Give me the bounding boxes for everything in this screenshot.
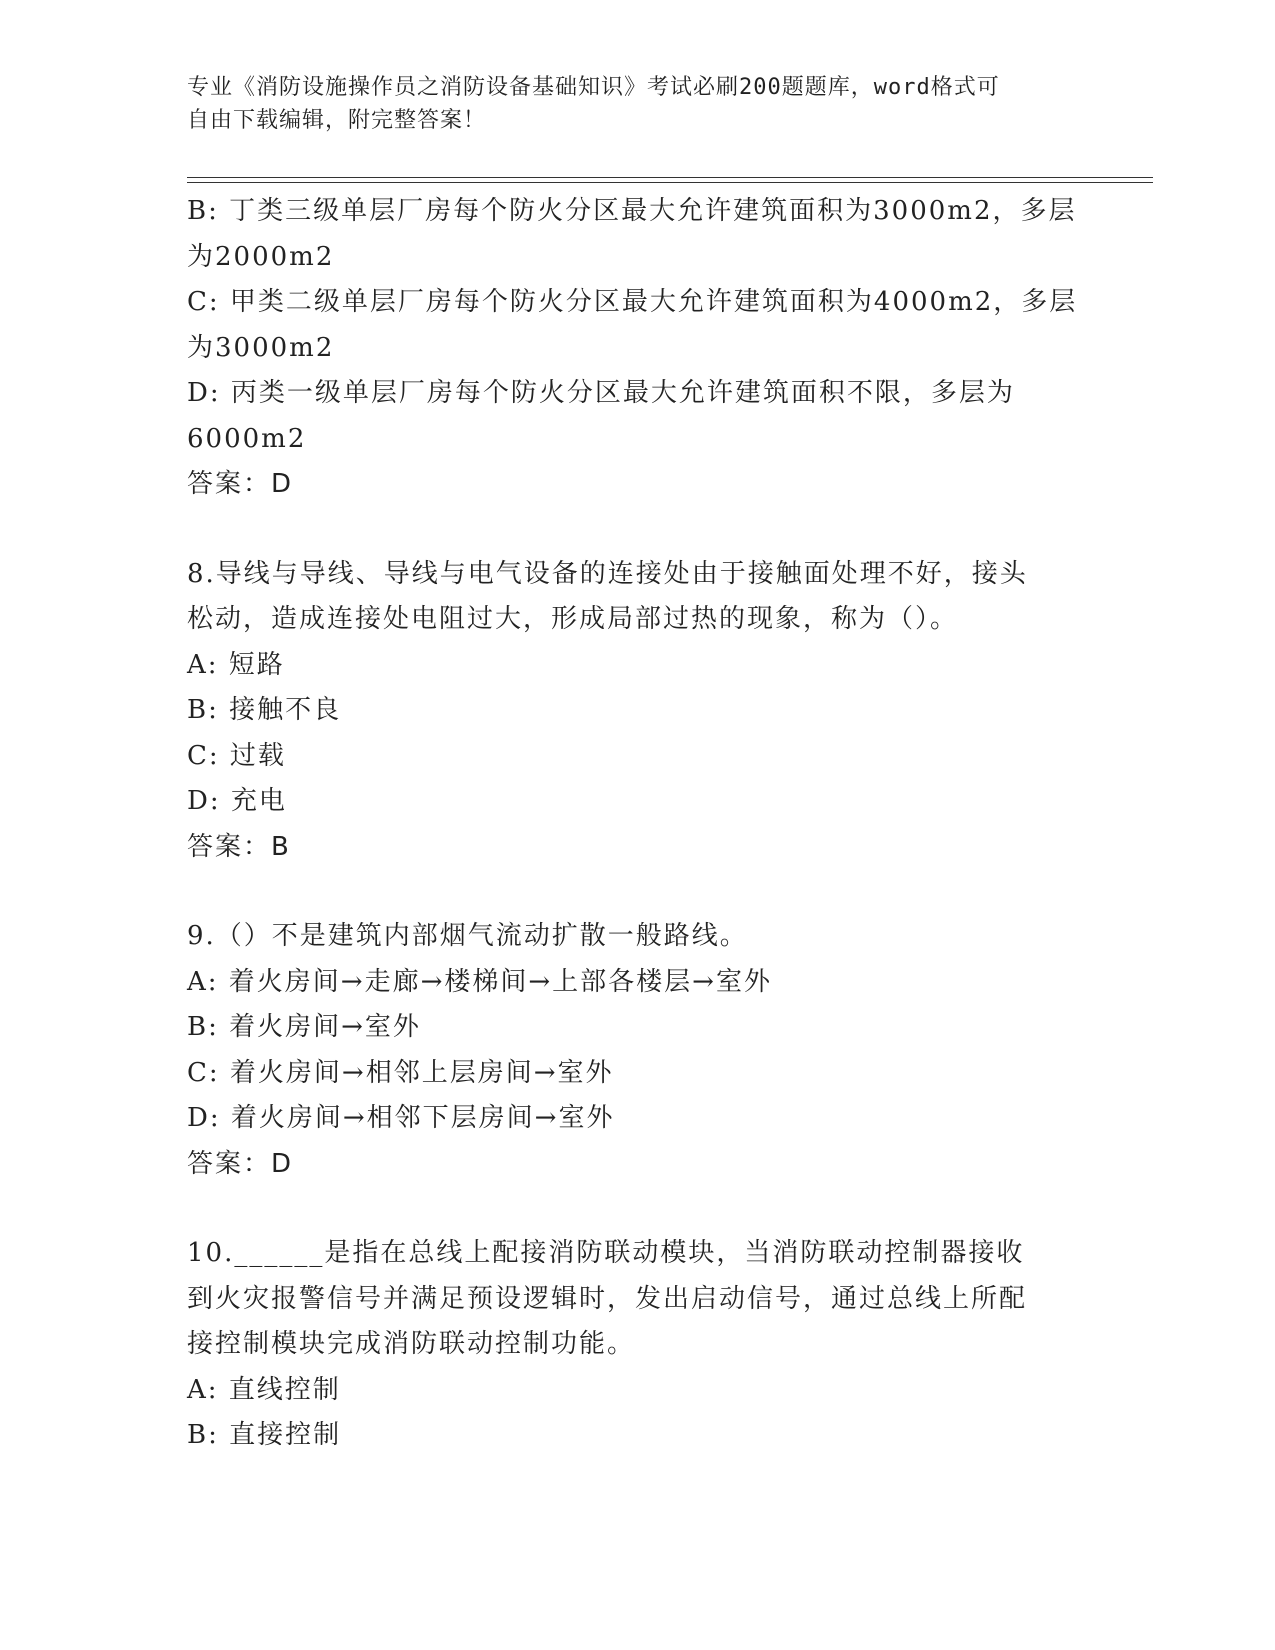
q10-option-b: B: 直接控制 [187, 1420, 342, 1450]
q9-stem-line-1: 9.（）不是建筑内部烟气流动扩散一般路线。 [187, 921, 748, 951]
q7-option-d-line-2: 6000m2 [187, 423, 307, 454]
q9-option-a: A: 着火房间→走廊→楼梯间→上部各楼层→室外 [187, 966, 772, 997]
q8-stem-line-2: 松动，造成连接处电阻过大，形成局部过热的现象，称为（）。 [187, 604, 959, 634]
q8-option-c: C: 过载 [187, 740, 286, 771]
page-header [187, 71, 1087, 137]
q9-answer: 答案：D [187, 1148, 294, 1179]
q8-stem-line-1: 8.导线与导线、导线与电气设备的连接处由于接触面处理不好，接头 [187, 558, 1028, 589]
question-7 [187, 189, 1087, 508]
q7-option-b-line-2: 为2000m2 [187, 241, 335, 272]
q8-option-d: D: 充电 [187, 786, 287, 816]
q7-option-b-line-1: B: 丁类三级单层厂房每个防火分区最大允许建筑面积为3000m2，多层 [187, 196, 1077, 226]
q7-option-c-line-2: 为3000m2 [187, 332, 335, 363]
q8-answer: 答案：B [187, 831, 291, 862]
q9-option-c: C: 着火房间→相邻上层房间→室外 [187, 1057, 614, 1088]
q10-stem-line-2: 到火灾报警信号并满足预设逻辑时，发出启动信号，通过总线上所配 [187, 1283, 1028, 1314]
q8-option-b: B: 接触不良 [187, 695, 342, 725]
q10-stem-line-1: 10.______是指在总线上配接消防联动模块，当消防联动控制器接收 [187, 1238, 1025, 1268]
q9-option-d: D: 着火房间→相邻下层房间→室外 [187, 1103, 615, 1133]
header-line-1: 专业《消防设施操作员之消防设备基础知识》考试必刷200题题库，word格式可 [187, 75, 1000, 100]
q10-stem-line-3: 接控制模块完成消防联动控制功能。 [187, 1329, 636, 1359]
spacer [187, 1187, 1087, 1231]
q10-option-a: A: 直线控制 [187, 1374, 341, 1405]
q7-answer: 答案：D [187, 469, 294, 499]
q8-option-a: A: 短路 [187, 649, 285, 680]
question-10 [187, 1231, 1087, 1459]
q7-option-d-line-1: D: 丙类一级单层厂房每个防火分区最大允许建筑面积不限，多层为 [187, 378, 1015, 408]
header-divider-thick [187, 177, 1153, 178]
header-divider-thin [187, 182, 1153, 183]
question-8 [187, 552, 1087, 871]
q7-option-c-line-1: C: 甲类二级单层厂房每个防火分区最大允许建筑面积为4000m2，多层 [187, 287, 1078, 317]
question-9 [187, 914, 1087, 1187]
header-line-2: 自由下载编辑，附完整答案！ [187, 108, 487, 133]
q9-option-b: B: 着火房间→室外 [187, 1012, 421, 1042]
document-body [187, 189, 1087, 1459]
spacer [187, 870, 1087, 914]
spacer [187, 508, 1087, 552]
